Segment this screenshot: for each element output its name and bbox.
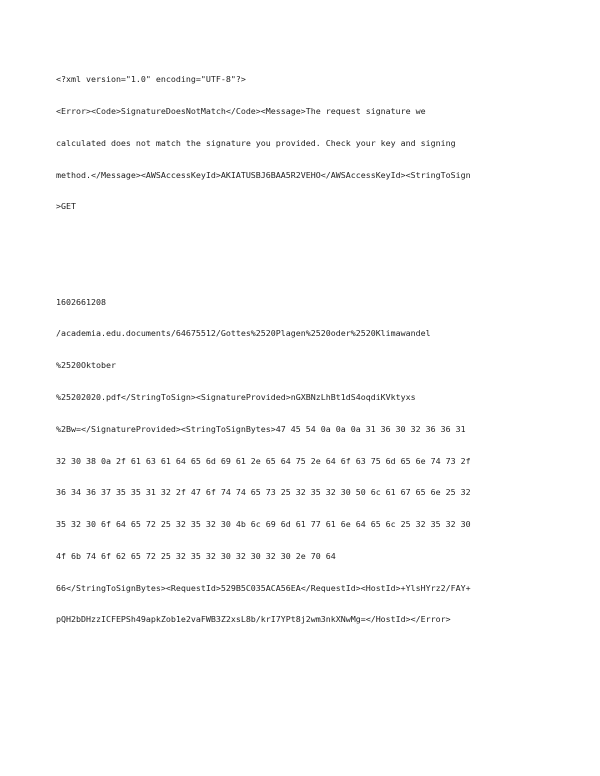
string-to-sign-bytes-line: 35 32 30 6f 64 65 72 25 32 35 32 30 4b 6c 69 6d 61 77 61 6e 64 65 6c 25 32 35 32 30 (56, 519, 471, 530)
access-key-line: method.</Message><AWSAccessKeyId>AKIATUSBJ6BAA5R2VEHO</AWSAccessKeyId><StringToSign (56, 169, 471, 180)
xml-declaration-line: <?xml version="1.0" encoding="UTF-8"?> (56, 74, 246, 85)
blank-line (56, 233, 548, 244)
xml-error-document (56, 53, 548, 646)
signature-provided-line: %25202020.pdf</StringToSign><SignatureProvided>nGXBNzLhBt1dS4oqdiKVktyxs (56, 392, 416, 402)
request-id-line: 66</StringToSignBytes><RequestId>529B5C035ACA56EA</RequestId><HostId>+YlsHYrz2/FAY+ (56, 582, 471, 593)
resource-path-line: /academia.edu.documents/64675512/Gottes%2520Plagen%2520oder%2520Klimawandel (56, 328, 431, 339)
string-to-sign-bytes-line: 36 34 36 37 35 35 31 32 2f 47 6f 74 74 65 73 25 32 35 32 30 50 6c 61 67 65 6e 25 32 (56, 487, 471, 498)
timestamp-line: 1602661208 (56, 296, 106, 307)
string-to-sign-bytes-line: 4f 6b 74 6f 62 65 72 25 32 35 32 30 32 30 32 30 2e 70 64 (56, 550, 336, 561)
error-code-line: <Error><Code>SignatureDoesNotMatch</Code><Message>The request signature we (56, 105, 426, 116)
host-id-line: pQH2bDHzzICFEPSh49apkZob1e2vaFWB3Z2xsL8b/krI7YPt8j2wm3nkXNwMg=</HostId></Error> (56, 614, 451, 625)
blank-line (56, 265, 548, 276)
string-to-sign-bytes-line: 32 30 38 0a 2f 61 63 61 64 65 6d 69 61 2e 65 64 75 2e 64 6f 63 75 6d 65 6e 74 73 2f (56, 455, 471, 466)
string-to-sign-bytes-line: %2Bw=</SignatureProvided><StringToSignBytes>47 45 54 0a 0a 0a 31 36 30 32 36 36 31 (56, 423, 466, 434)
error-message-line: calculated does not match the signature you provided. Check your key and signing (56, 137, 456, 148)
resource-path-line: %2520Oktober (56, 360, 116, 371)
string-to-sign-method-line: >GET (56, 201, 76, 212)
